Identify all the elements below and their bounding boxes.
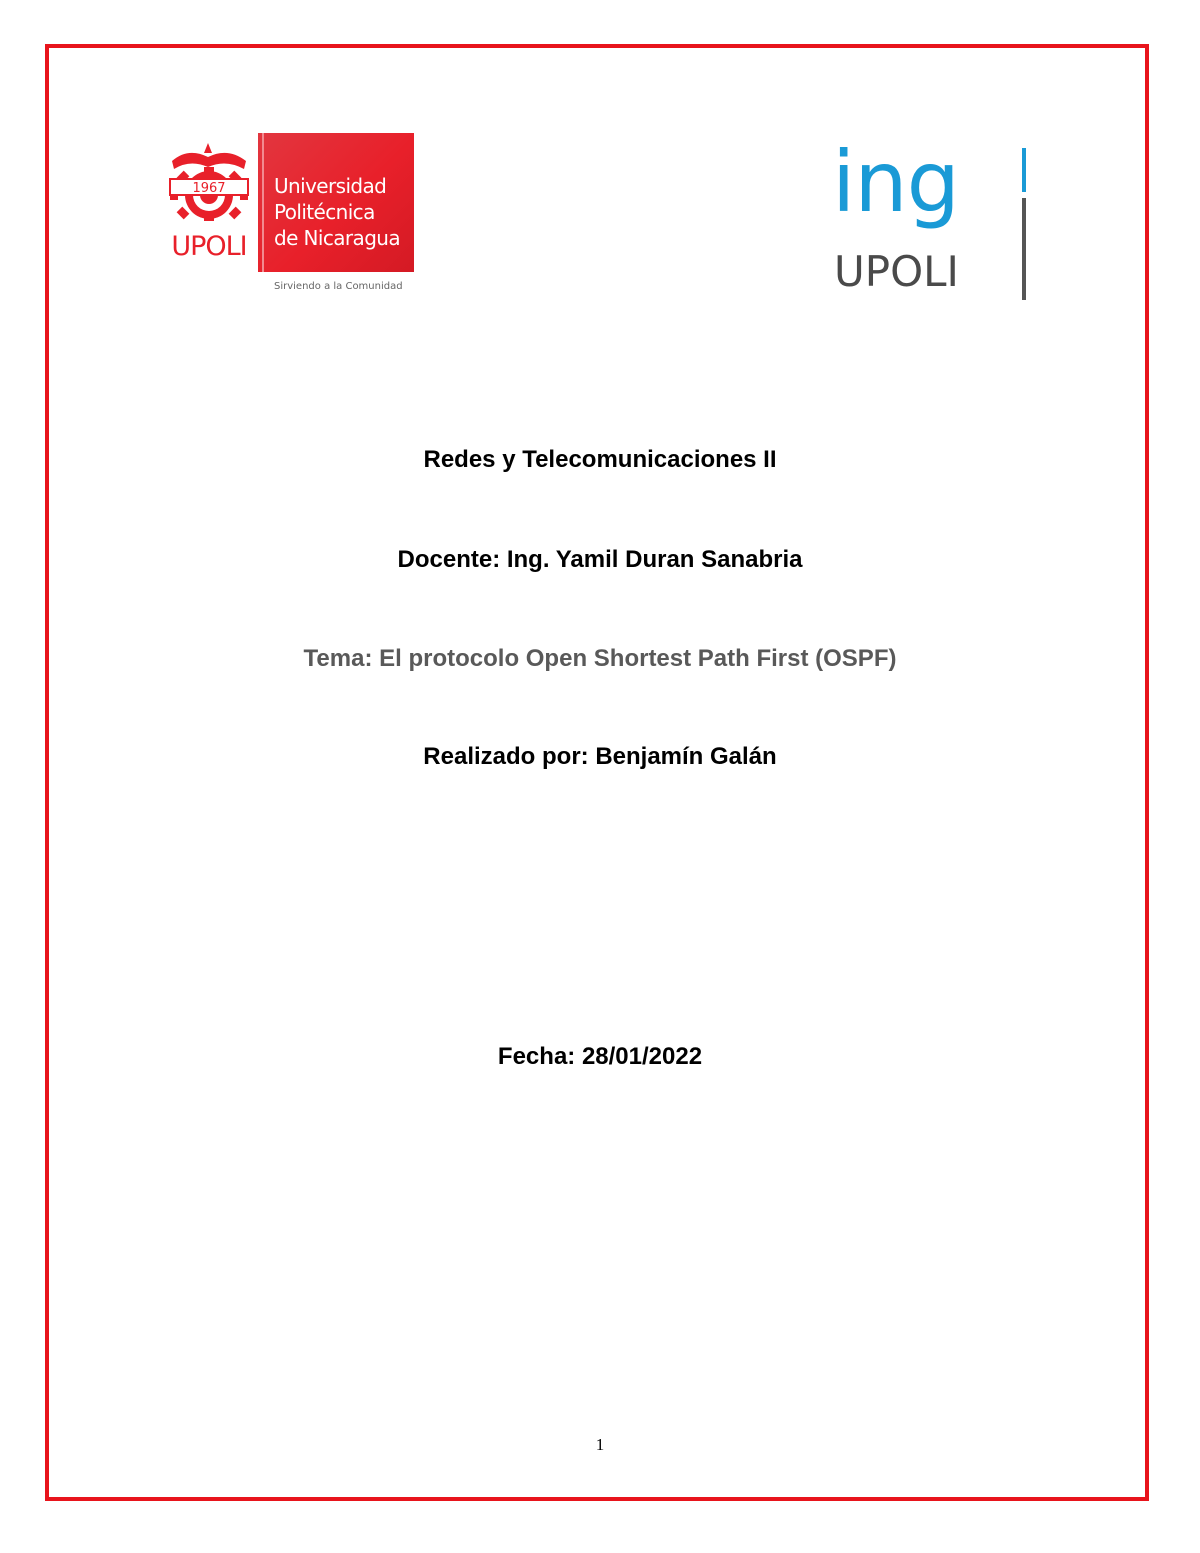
upoli-name-line-3: de Nicaragua [274,226,401,250]
topic-line: Tema: El protocolo Open Shortest Path First (OSPF) [303,645,897,672]
upoli-divider-line [262,133,264,272]
ing-upoli-subword: UPOLI [834,247,959,296]
page-number: 1 [595,1435,605,1454]
date-line: Fecha: 28/01/2022 [497,1043,703,1070]
upoli-year-text: 1967 [192,181,226,196]
course-title: Redes y Telecomunicaciones II [423,446,777,473]
teacher-line: Docente: Ing. Yamil Duran Sanabria [397,546,803,573]
ing-bar-divider [1022,198,1026,300]
ing-upoli-logo [832,133,1032,304]
upoli-emblem-icon [164,139,254,261]
author-line: Realizado por: Benjamín Galán [423,743,777,770]
upoli-name-box [258,133,414,272]
ing-wordmark: ing [832,133,959,231]
upoli-name-line-1: Universidad [274,174,387,198]
ing-bar-accent [1022,148,1026,192]
upoli-acronym-text: UPOLI [171,231,247,261]
upoli-name-line-2: Politécnica [274,200,375,224]
upoli-name [274,173,414,251]
upoli-university-logo [164,133,416,297]
upoli-slogan: Sirviendo a la Comunidad [274,281,403,292]
